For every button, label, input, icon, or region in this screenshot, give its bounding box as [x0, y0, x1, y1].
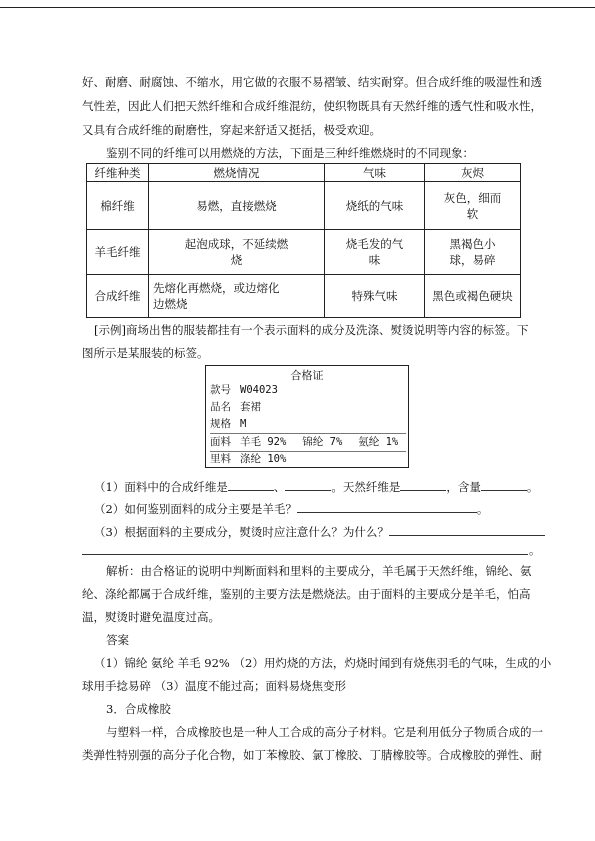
section-3-line-2: 类弹性特别强的高分子化合物，如丁苯橡胶、氯丁橡胶、丁腈橡胶等。合成橡胶的弹性、耐	[82, 748, 542, 762]
cell-ash: 黑色或褐色硬块	[425, 275, 521, 318]
label-row-size: 规格 M	[210, 418, 247, 430]
page-top-rule	[0, 7, 595, 8]
analysis-line-3: 温，熨烫时避免温度过高。	[82, 610, 220, 624]
cell-type: 合成纤维	[87, 275, 149, 318]
label-divider	[210, 433, 406, 434]
header-smell: 气味	[325, 164, 425, 182]
section-3-heading: 3．合成橡胶	[106, 702, 171, 716]
section-3-line-1: 与塑料一样，合成橡胶也是一种人工合成的高分子材料。它是利用低分子物质合成的一	[106, 725, 543, 739]
answer-title: 答案	[106, 633, 129, 647]
cell-burn: 起泡成球，不延续燃 烧	[149, 230, 325, 275]
answer-blank[interactable]	[285, 478, 331, 491]
cell-smell: 烧纸的气味	[325, 182, 425, 230]
intro-line-2: 气性差，因此人们把天然纤维和合成纤维混纺，使织物既具有天然纤维的透气性和吸水性，	[82, 99, 542, 113]
question-3-end: 。	[529, 543, 541, 557]
header-burning: 燃烧情况	[149, 164, 325, 182]
cell-smell: 特殊气味	[325, 275, 425, 318]
answer-blank-line[interactable]	[82, 554, 528, 555]
answer-blank[interactable]	[389, 523, 545, 536]
intro-line-1: 好、耐磨、耐腐蚀、不缩水，用它做的衣服不易褶皱、结实耐穿。但合成纤维的吸湿性和透	[82, 75, 542, 89]
cell-burn: 先熔化再燃烧，或边熔化 边燃烧	[149, 275, 325, 318]
answer-blank[interactable]	[481, 478, 527, 491]
answer-blank[interactable]	[297, 500, 477, 513]
intro-line-3: 又具有合成纤维的耐磨性，穿起来舒适又挺括，极受欢迎。	[82, 123, 381, 137]
table-row	[87, 230, 521, 275]
fiber-burning-table	[86, 163, 521, 318]
question-2: （2）如何鉴别面料的成分主要是羊毛？ 。	[94, 502, 489, 516]
cell-type: 棉纤维	[87, 182, 149, 230]
question-3: （3）根据面料的主要成分，熨烫时应注意什么？为什么？	[94, 523, 545, 540]
analysis-line-2: 纶、涤纶都属于合成纤维，鉴别的主要方法是燃烧法。由于面料的主要成分是羊毛，怕高	[82, 587, 531, 601]
table-header-row	[87, 164, 521, 182]
answer-blank[interactable]	[228, 478, 274, 491]
label-row-lining: 里料 涤纶 10%	[210, 453, 287, 465]
cell-ash: 黑褐色小 球，易碎	[425, 230, 521, 275]
table-row	[87, 275, 521, 318]
table-row	[87, 182, 521, 230]
garment-label	[205, 365, 409, 468]
label-row-product-name: 品名 套裙	[210, 401, 261, 413]
example-line-2: 图所示是某服装的标签。	[82, 346, 209, 360]
label-title: 合格证	[290, 369, 324, 382]
intro-line-4: 鉴别不同的纤维可以用燃烧的方法，下面是三种纤维燃烧时的不同现象：	[106, 146, 474, 160]
cell-type: 羊毛纤维	[87, 230, 149, 275]
cell-burn: 易燃，直接燃烧	[149, 182, 325, 230]
answer-line-1: （1）锦纶 氨纶 羊毛 92% （2）用灼烧的方法，灼烧时闻到有烧焦羽毛的气味，生成的小	[94, 656, 552, 670]
label-row-fabric: 面料 羊毛 92% 锦纶 7% 氨纶 1%	[210, 436, 399, 448]
answer-blank[interactable]	[400, 478, 446, 491]
answer-line-2: 球用手捻易碎 （3）温度不能过高；面料易烧焦变形	[82, 679, 346, 693]
analysis-line-1: 解析：由合格证的说明中判断面料和里料的主要成分，羊毛属于天然纤维，锦纶、氨	[106, 564, 532, 578]
label-row-style-number: 款号 W04023	[210, 384, 278, 396]
header-ash: 灰烬	[425, 164, 521, 182]
cell-smell: 烧毛发的气 味	[325, 230, 425, 275]
question-1: （1）面料中的合成纤维是 、 。天然纤维是 ，含量 。	[94, 480, 539, 494]
cell-ash: 灰色，细而 软	[425, 182, 521, 230]
example-line-1: [示例]商场出售的服装都挂有一个表示面料的成分及洗涤、熨烫说明等内容的标签。下	[94, 323, 529, 337]
header-fiber-type: 纤维种类	[87, 164, 149, 182]
